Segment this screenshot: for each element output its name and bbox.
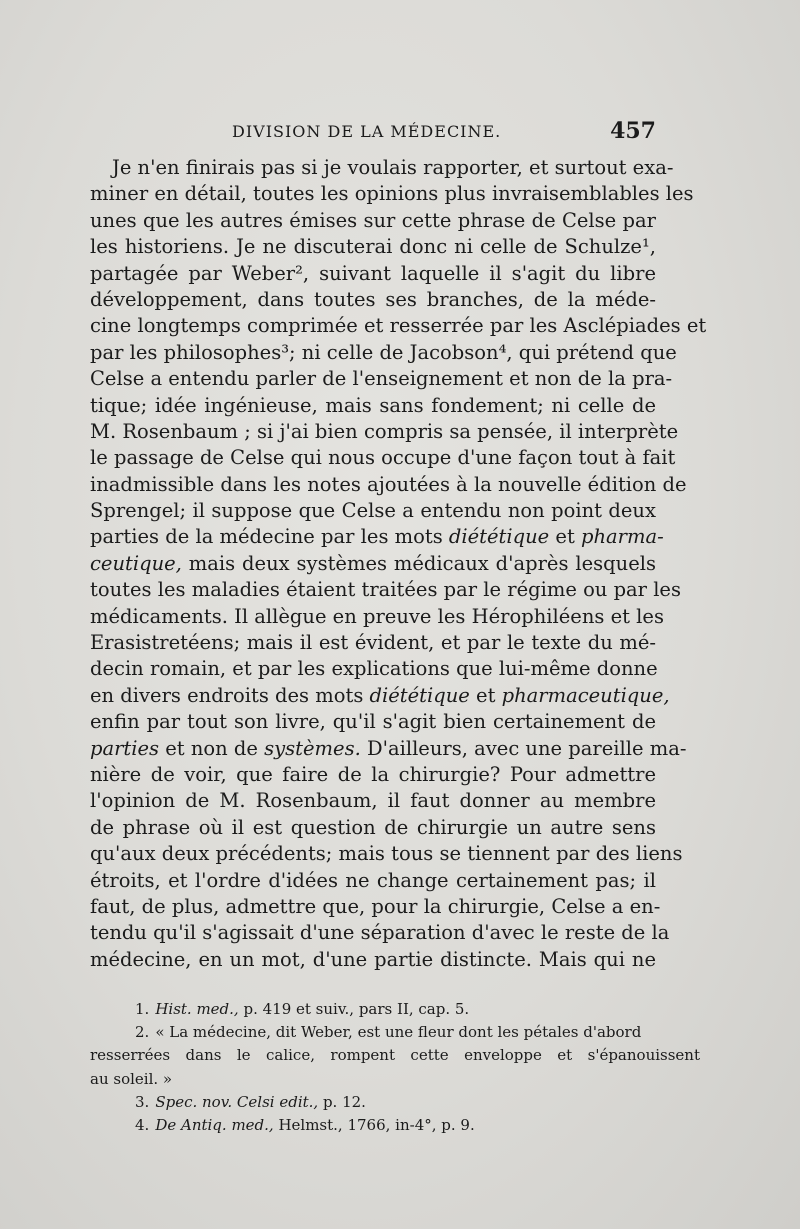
text-line: faut, de plus, admettre que, pour la chirurgie, Celse a en- — [90, 894, 661, 918]
footnote-title: De Antiq. med., — [155, 1115, 274, 1134]
italic-term: diététique — [369, 683, 470, 707]
footnote — [90, 1114, 700, 1137]
text-line: M. Rosenbaum ; si j'ai bien compris sa pensée, il interprète — [90, 419, 679, 443]
text-line: les historiens. Je ne discuterai donc ni celle de Schulze¹, — [90, 235, 656, 259]
footnote-continuation: resserrées dans le calice, rompent cette enveloppe et s'épanouissent — [90, 1046, 700, 1065]
text-line — [90, 683, 670, 709]
text-line: tique; idée ingénieuse, mais sans fondement; ni celle de — [90, 393, 656, 417]
text-line: par les philosophes³; ni celle de Jacobson⁴, qui prétend que — [90, 340, 677, 364]
footnote-number: 4. — [135, 1115, 150, 1134]
text-segment: et non de — [159, 736, 265, 760]
footnote-text: « La médecine, dit Weber, est une fleur dont les pétales d'abord — [155, 1023, 642, 1042]
text-segment: en divers endroits des mots — [90, 683, 370, 707]
running-title: DIVISION DE LA MÉDECINE. — [232, 122, 502, 141]
footnote-title: Spec. nov. Celsi edit., — [155, 1092, 319, 1111]
page-number: 457 — [610, 118, 656, 144]
text-segment: et — [469, 683, 502, 707]
text-line: inadmissible dans les notes ajoutées à la nouvelle édition de — [90, 472, 687, 496]
footnote-number: 1. — [135, 1000, 150, 1018]
text-line: développement, dans toutes ses branches, de la méde- — [90, 287, 656, 311]
text-line: partagée par Weber², suivant laquelle il s'agit du libre — [90, 261, 656, 285]
text-line: tendu qu'il s'agissait d'une séparation d'avec le reste de la — [90, 921, 670, 945]
text-line: Sprengel; il suppose que Celse a entendu non point deux — [90, 499, 656, 523]
text-line: de phrase où il est question de chirurgie un autre sens — [90, 815, 656, 839]
text-line: miner en détail, toutes les opinions plus invraisemblables les — [90, 182, 694, 206]
text-segment: mais deux systèmes médicaux d'après lesquels — [181, 551, 656, 575]
text-line: le passage de Celse qui nous occupe d'une façon tout à fait — [90, 446, 676, 470]
text-line: qu'aux deux précédents; mais tous se tiennent par des liens — [90, 842, 683, 866]
text-line: nière de voir, que faire de la chirurgie? Pour admettre — [90, 762, 656, 786]
italic-term: ceutique, — [90, 551, 182, 575]
italic-term: diététique — [448, 525, 550, 549]
text-segment: D'ailleurs, avec une pareille ma- — [360, 736, 687, 760]
text-line: Je n'en finirais pas si je voulais rapporter, et surtout exa- — [112, 156, 674, 179]
footnote-number: 3. — [135, 1092, 150, 1111]
footnotes — [90, 998, 700, 1137]
text-line — [90, 736, 687, 762]
italic-term: parties — [90, 736, 160, 760]
footnote — [90, 1091, 700, 1114]
text-line: decin romain, et par les explications que lui-même donne — [90, 657, 658, 681]
text-line: toutes les maladies étaient traitées par le régime ou par les — [90, 578, 681, 602]
footnote — [90, 998, 700, 1021]
footnote-continuation: au soleil. » — [90, 1069, 173, 1088]
italic-term: pharma- — [581, 525, 664, 549]
text-line: l'opinion de M. Rosenbaum, il faut donner au membre — [90, 789, 656, 813]
footnote-text: Helmst., 1766, in-4°, p. 9. — [273, 1115, 475, 1134]
italic-term: pharmaceutique, — [501, 683, 670, 707]
running-head — [90, 118, 656, 144]
text-line — [90, 551, 656, 577]
body-text — [90, 155, 707, 973]
text-line: médicaments. Il allègue en preuve les Hérophiléens et les — [90, 604, 664, 628]
text-line: cine longtemps comprimée et resserrée par les Asclépiades et — [90, 314, 707, 338]
text-segment: et — [549, 525, 581, 549]
text-line: médecine, en un mot, d'une partie distincte. Mais qui ne — [90, 947, 656, 971]
text-line — [90, 524, 664, 550]
text-segment: parties de la médecine par les mots — [90, 525, 449, 549]
footnote — [90, 1021, 700, 1044]
footnote-text: p. 12. — [318, 1092, 366, 1111]
footnote-number: 2. — [135, 1023, 150, 1042]
text-line: unes que les autres émises sur cette phrase de Celse par — [90, 208, 656, 232]
text-line: enfin par tout son livre, qu'il s'agit bien certainement de — [90, 710, 656, 734]
text-line: Erasistretéens; mais il est évident, et par le texte du mé- — [90, 631, 656, 655]
italic-term: systèmes. — [264, 736, 361, 760]
text-line: étroits, et l'ordre d'idées ne change certainement pas; il — [90, 868, 656, 892]
text-line: Celse a entendu parler de l'enseignement et non de la pra- — [90, 367, 673, 391]
footnote-text: p. 419 et suiv., pars II, cap. 5. — [238, 1000, 470, 1018]
footnote-title: Hist. med., — [155, 1000, 239, 1018]
